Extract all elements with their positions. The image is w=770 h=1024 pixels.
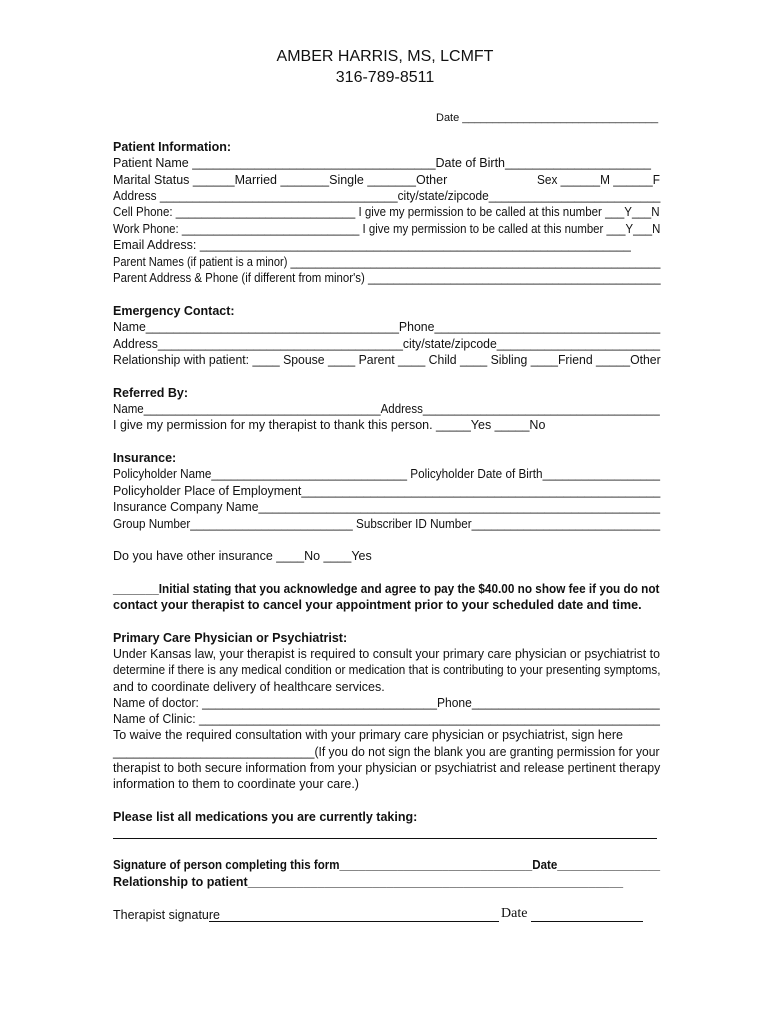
waive-note-2: therapist to both secure information from your physician or psychiatrist and release pertinent therapy	[113, 761, 661, 775]
referred-heading: Referred By:	[113, 386, 189, 400]
emergency-name-field[interactable]: Name_____________________________________Phone_________________________________	[113, 320, 661, 334]
marital-status-field[interactable]: Marital Status ______Married _______Single _______Other	[113, 173, 448, 187]
group-number-field[interactable]: Group Number_________________________ Subscriber ID Number_____________________________	[113, 517, 661, 531]
patient-info-heading: Patient Information:	[113, 140, 232, 154]
doctor-name-field[interactable]: Name of doctor: ___________________________________Phone____________________________	[113, 696, 660, 710]
work-phone-field[interactable]: Work Phone: ____________________________ I give my permission to be called at this number ___Y___N	[113, 222, 661, 236]
physician-heading: Primary Care Physician or Psychiatrist:	[113, 631, 348, 645]
cell-phone-field[interactable]: Cell Phone: ____________________________ I give my permission to be called at this number ___Y___N	[113, 205, 660, 219]
insurance-heading: Insurance:	[113, 451, 177, 465]
therapist-signature-label: Therapist signature	[113, 908, 221, 922]
policyholder-field[interactable]: Policyholder Name______________________________ Policyholder Date of Birth__________________	[113, 467, 660, 481]
emergency-heading: Emergency Contact:	[113, 304, 235, 318]
physician-para-2: determine if there is any medical condition or medication that is contributing to your presenting symptoms,	[113, 663, 661, 677]
relationship-to-patient-field[interactable]: Relationship to patient______________________________________________________	[113, 875, 624, 889]
physician-para-1: Under Kansas law, your therapist is required to consult your primary care physician or psychiatrist to	[113, 647, 660, 661]
insurance-company-field[interactable]: Insurance Company Name___________________________________________________________	[113, 500, 661, 514]
practitioner-phone: 316-789-8511	[335, 69, 435, 86]
noshow-text: contact your therapist to cancel your appointment prior to your scheduled date and time.	[113, 598, 642, 612]
referred-name-field[interactable]: Name_____________________________________Address_____________________________________	[113, 402, 660, 416]
waive-signature-field[interactable]: ______________________________(If you do not sign the blank you are granting permission for your	[113, 745, 660, 759]
waive-note-3: information to them to coordinate your care.)	[113, 777, 359, 791]
parent-address-field[interactable]: Parent Address & Phone (if different from minor's) ______________________________________________	[113, 271, 661, 285]
practitioner-name: AMBER HARRIS, MS, LCMFT	[276, 48, 494, 65]
parent-names-field[interactable]: Parent Names (if patient is a minor) ____________________________________________________________	[113, 255, 661, 269]
emergency-address-field[interactable]: Address____________________________________city/state/zipcode________________________	[113, 337, 661, 351]
patient-name-field[interactable]: Patient Name ___________________________________Date of Birth_____________________	[113, 156, 651, 170]
referral-permission-field[interactable]: I give my permission for my therapist to thank this person. _____Yes _____No	[113, 418, 546, 432]
sex-field[interactable]: Sex ______M ______F	[537, 173, 660, 187]
therapist-date-field[interactable]	[531, 921, 643, 922]
noshow-initial-field[interactable]: _______Initial stating that you acknowledge and agree to pay the $40.00 no show fee if you do not	[113, 582, 660, 596]
patient-address-field[interactable]: Address ____________________________________city/state/zipcode__________________________	[113, 189, 661, 203]
relationship-field[interactable]: Relationship with patient: ____ Spouse ____ Parent ____ Child ____ Sibling ____Friend _____Other	[113, 353, 661, 367]
other-insurance-field[interactable]: Do you have other insurance ____No ____Yes	[113, 549, 372, 563]
medications-heading: Please list all medications you are currently taking:	[113, 810, 418, 824]
physician-para-3: and to coordinate delivery of healthcare services.	[113, 680, 385, 694]
date-field[interactable]: Date ________________________________	[436, 112, 659, 124]
therapist-date-label: Date	[501, 906, 528, 921]
employment-field[interactable]: Policyholder Place of Employment____________________________________________________	[113, 484, 661, 498]
signature-field[interactable]: Signature of person completing this form______________________________Date________________	[113, 858, 661, 872]
therapist-signature-field[interactable]	[209, 921, 499, 922]
email-field[interactable]: Email Address: ______________________________________________________________	[113, 238, 631, 252]
waive-text: To waive the required consultation with your primary care physician or psychiatrist, sign here	[113, 728, 623, 742]
clinic-name-field[interactable]: Name of Clinic: ____________________________________________________________________	[113, 712, 660, 726]
medications-field[interactable]	[113, 838, 657, 839]
